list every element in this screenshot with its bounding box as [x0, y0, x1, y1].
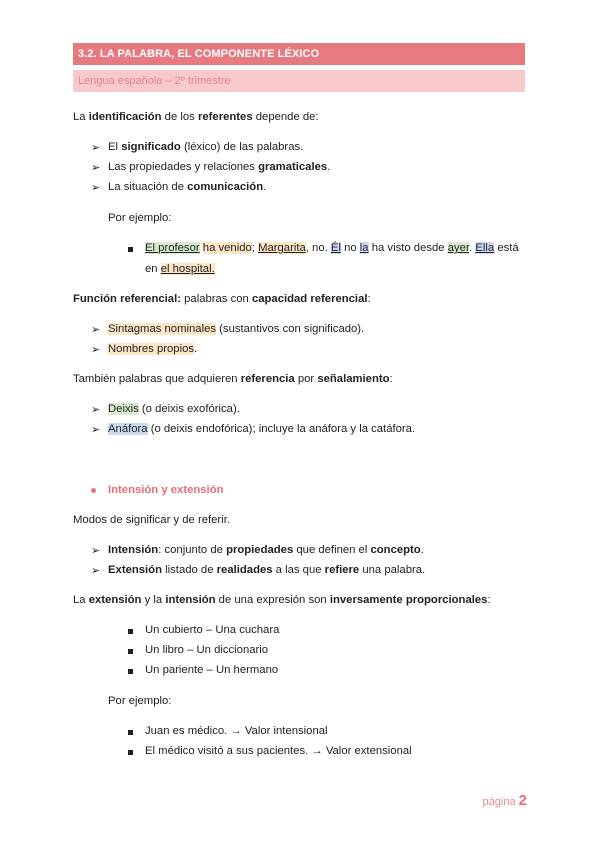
example-label: Por ejemplo: [108, 212, 172, 224]
list-item: Juan es médico. → Valor intensional [145, 725, 328, 737]
subtitle: Lengua española – 2º trimestre [78, 75, 231, 87]
arrow-bullet-icon: ➢ [91, 162, 101, 174]
square-bullet-icon [128, 669, 133, 674]
paragraph-referents: La identificación de los referentes depende de: [73, 111, 319, 123]
list-item: Las propiedades y relaciones gramaticales. [108, 161, 331, 173]
example-sentence-line-1: El profesor ha venido; Margarita, no. Él no la ha visto desde ayer. Ella está [145, 242, 519, 254]
list-item: Intensión: conjunto de propiedades que definen el concepto. [108, 544, 424, 556]
list-item: Deixis (o deixis exofórica). [108, 403, 240, 415]
paragraph-deixis: También palabras que adquieren referencia por señalamiento: [73, 373, 393, 385]
arrow-bullet-icon: ➢ [91, 344, 101, 356]
section-heading: Intensión y extensión [108, 484, 224, 496]
square-bullet-icon [128, 649, 133, 654]
example-label: Por ejemplo: [108, 695, 172, 707]
square-bullet-icon [128, 247, 133, 252]
square-bullet-icon [128, 629, 133, 634]
page-number: página 2 [482, 792, 527, 809]
arrow-bullet-icon: ➢ [91, 404, 101, 416]
square-bullet-icon [128, 730, 133, 735]
list-item: Un libro – Un diccionario [145, 644, 269, 656]
list-item: La situación de comunicación. [108, 181, 267, 193]
section-bullet-icon [91, 488, 96, 493]
paragraph-proportional: La extensión y la intensión de una expresión son inversamente proporcionales: [73, 594, 491, 606]
square-bullet-icon [128, 750, 133, 755]
arrow-bullet-icon: ➢ [91, 565, 101, 577]
list-item: Anáfora (o deixis endofórica); incluye la anáfora y la catáfora. [108, 423, 416, 435]
list-item: El médico visitó a sus pacientes. → Valor extensional [145, 745, 412, 757]
arrow-bullet-icon: ➢ [91, 545, 101, 557]
list-item: Un cubierto – Una cuchara [145, 624, 280, 636]
list-item: Un pariente – Un hermano [145, 664, 279, 676]
example-sentence-line-2: en el hospital. [145, 263, 215, 275]
arrow-bullet-icon: ➢ [91, 324, 101, 336]
subtitle-bar [73, 70, 525, 92]
arrow-bullet-icon: ➢ [91, 424, 101, 436]
list-item: Nombres propios. [108, 343, 198, 355]
arrow-bullet-icon: ➢ [91, 182, 101, 194]
list-item: Extensión listado de realidades a las que refiere una palabra. [108, 564, 426, 576]
section-title-bar [73, 43, 525, 65]
arrow-bullet-icon: ➢ [91, 142, 101, 154]
section-title: 3.2. LA PALABRA, EL COMPONENTE LÉXICO [78, 48, 320, 60]
paragraph-referential-function: Función referencial: palabras con capacidad referencial: [73, 293, 371, 305]
list-item: El significado (léxico) de las palabras. [108, 141, 304, 153]
paragraph-modes: Modos de significar y de referir. [73, 514, 230, 526]
list-item: Sintagmas nominales (sustantivos con significado). [108, 323, 365, 335]
